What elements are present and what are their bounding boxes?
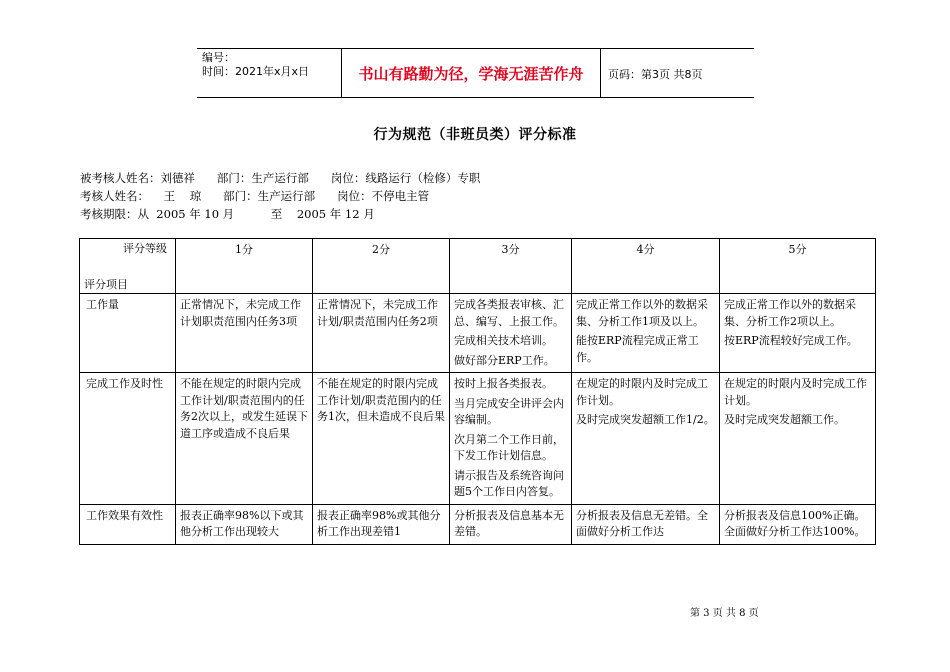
criteria-row <box>80 504 876 544</box>
criteria-text: 完成相关技术培训。 <box>454 334 553 347</box>
grade-header-row <box>80 239 876 294</box>
grade-header: 3分 <box>450 239 572 294</box>
assessee-info: 被考核人姓名：刘德祥 部门：生产运行部 岗位：线路运行（检修）专职 <box>80 171 481 185</box>
criteria-cell <box>572 294 720 373</box>
criteria-text: 报表正确率98%或其他分析工作出现差错1 <box>317 508 441 538</box>
criteria-cell <box>450 373 572 505</box>
criteria-text: 按时上报各类报表。 <box>454 377 553 390</box>
criteria-text: 正常情况下，未完成工作计划/职责范围内任务2项 <box>317 298 438 328</box>
criteria-row <box>80 294 876 373</box>
period-info: 考核期限：从 2005 年 10 月 至 2005 年 12 月 <box>80 207 375 221</box>
item-axis-label: 评分项目 <box>84 277 128 291</box>
criteria-text: 及时完成突发超额工作1/2。 <box>576 413 715 426</box>
criteria-cell <box>313 294 450 373</box>
criteria-cell <box>313 373 450 505</box>
criteria-text: 完成正常工作以外的数据采集、分析工作1项及以上。 <box>576 298 708 328</box>
document-title: 行为规范（非班员类）评分标准 <box>373 127 577 143</box>
criteria-cell <box>450 294 572 373</box>
criteria-cell <box>450 504 572 544</box>
criteria-name: 工作效果有效性 <box>80 504 176 544</box>
number-label: 编号： <box>202 51 235 64</box>
criteria-text: 不能在规定的时限内完成工作计划/职责范围内的任务2次以上，或发生延误下道工序或造成不良后果 <box>180 377 308 440</box>
criteria-name: 完成工作及时性 <box>80 373 176 505</box>
time-label: 时间：2021年x月x日 <box>202 65 310 78</box>
page-header <box>197 48 754 98</box>
criteria-text: 在规定的时限内及时完成工作计划。 <box>724 377 867 407</box>
criteria-text: 能按ERP流程完成正常工作。 <box>576 334 699 364</box>
criteria-text: 正常情况下，未完成工作计划职责范围内任务3项 <box>180 298 301 328</box>
motto-text: 书山有路勤为径，学海无涯苦作舟 <box>341 49 601 97</box>
grade-header: 2分 <box>313 239 450 294</box>
criteria-cell <box>176 373 313 505</box>
criteria-text: 完成正常工作以外的数据采集、分析工作2项以上。 <box>724 298 856 328</box>
corner-cell <box>80 239 176 294</box>
criteria-text: 完成各类报表审核、汇总、编写、上报工作。 <box>454 298 564 328</box>
criteria-cell <box>572 504 720 544</box>
criteria-cell <box>720 504 876 544</box>
criteria-cell <box>720 373 876 505</box>
criteria-text: 及时完成突发超额工作。 <box>724 413 845 426</box>
criteria-text: 报表正确率98%以下或其他分析工作出现较大 <box>180 508 304 538</box>
assessor-info: 考核人姓名： 王 琼 部门：生产运行部 岗位：不停电主管 <box>80 189 430 203</box>
criteria-text: 次月第二个工作日前，下发工作计划信息。 <box>454 432 564 462</box>
grade-header: 4分 <box>572 239 720 294</box>
criteria-text: 不能在规定的时限内完成工作计划/职责范围内的任务1次，但未造成不良后果 <box>317 377 445 423</box>
criteria-text: 按ERP流程较好完成工作。 <box>724 334 858 347</box>
criteria-cell <box>176 294 313 373</box>
criteria-name: 工作量 <box>80 294 176 373</box>
grade-axis-label: 评分等级 <box>123 242 167 255</box>
page-footer: 第 3 页 共 8 页 <box>690 608 759 619</box>
criteria-text: 在规定的时限内及时完成工作计划。 <box>576 377 708 407</box>
criteria-text: 分析报表及信息100%正确。全面做好分析工作达100%。 <box>724 508 866 538</box>
criteria-text: 请示报告及系统咨询问题5个工作日内答复。 <box>454 468 564 498</box>
scoring-table <box>79 238 876 545</box>
criteria-row <box>80 373 876 505</box>
criteria-text: 做好部分ERP工作。 <box>454 353 555 367</box>
grade-header: 1分 <box>176 239 313 294</box>
criteria-cell <box>572 373 720 505</box>
criteria-cell <box>720 294 876 373</box>
grade-header: 5分 <box>720 239 876 294</box>
criteria-text: 分析报表及信息无差错。全面做好分析工作达 <box>576 508 708 538</box>
criteria-cell <box>176 504 313 544</box>
page-label: 页码：第3页 共8页 <box>608 68 703 81</box>
criteria-rows <box>80 294 876 545</box>
header-left <box>202 51 309 79</box>
criteria-text: 当月完成安全讲评会内容编制。 <box>454 396 564 426</box>
criteria-cell <box>313 504 450 544</box>
criteria-text: 分析报表及信息基本无差错。 <box>454 508 564 538</box>
